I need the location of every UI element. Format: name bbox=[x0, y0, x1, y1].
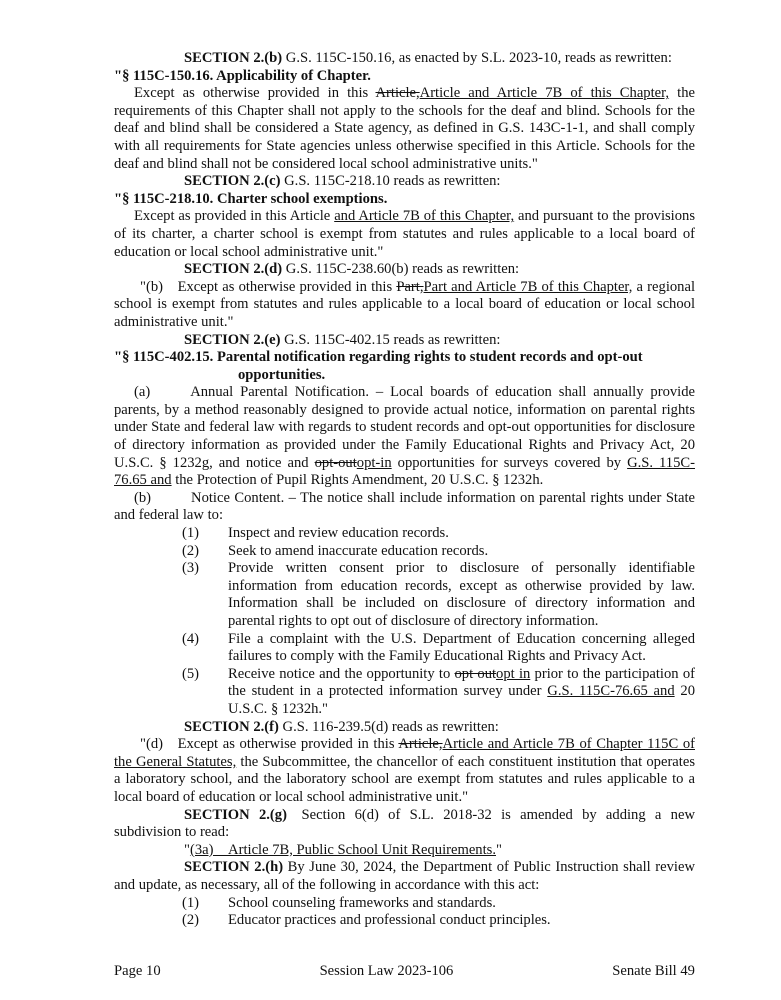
statute-text-218-10: Except as provided in this Article and Article 7B of this Chapter, and pursuant to the provisions of its charter, a charter school is exempt from statutes and rules applicable to a local board of education or local school administrative unit." bbox=[114, 208, 696, 260]
section-label: SECTION 2.(d) bbox=[184, 261, 283, 278]
statute-heading-150-16: "§ 115C-150.16. Applicability of Chapter. bbox=[114, 67, 371, 84]
list-item: (1) School counseling frameworks and standards. bbox=[182, 894, 496, 911]
section-2g-intro: SECTION 2.(g) Section 6(d) of S.L. 2018-32 is amended by adding a new subdivision to read: bbox=[114, 806, 695, 841]
inserted-text: G.S. 115C-76.65 and bbox=[547, 683, 675, 700]
statute-heading-218-10: "§ 115C-218.10. Charter school exemptions. bbox=[114, 190, 388, 207]
section-2h-intro: SECTION 2.(h) By June 30, 2024, the Department of Public Instruction shall review and update, as necessary, all of the following in accordance with this act: bbox=[114, 859, 696, 893]
list-item: (2) Educator practices and professional conduct principles. bbox=[182, 912, 551, 929]
list-item: (5) Receive notice and the opportunity to opt outopt in prior to the participation of the student in a protected information survey under G.S. 115C-76.65 and 20 U.S.C. § 1232h." bbox=[182, 665, 695, 717]
section-label: SECTION 2.(c) bbox=[184, 173, 281, 190]
subsection-b: (b) Notice Content. – The notice shall include information on parental rights under State and federal law to: bbox=[114, 489, 695, 524]
inserted-text: opt in bbox=[496, 665, 531, 682]
list-item: (2) Seek to amend inaccurate education records. bbox=[182, 542, 489, 559]
list-item: (3) Provide written consent prior to disclosure of personally identifiable information from education records, except as otherwise provided by law. Information shall be included on disclosure of directory information and parental rights to opt out of disclosure of directory information. bbox=[182, 560, 695, 629]
section-label: SECTION 2.(e) bbox=[184, 331, 281, 348]
section-label: SECTION 2.(h) bbox=[184, 859, 284, 876]
section-2b-intro: SECTION 2.(b) G.S. 115C-150.16, as enacted by S.L. 2023-10, reads as rewritten: bbox=[184, 50, 672, 66]
statute-text-150-16: Except as otherwise provided in this Article,Article and Article 7B of this Chapter, the requirements of this Chapter shall not apply to the schools for the deaf and blind. Schools for the deaf and blind shall be considered a State agency, as defined in G.S. 143C-1-1, and shall comply with all requirements for State agencies unless otherwise specified in this Article. Schools for the deaf and blind shall not be considered local school administrative units." bbox=[114, 85, 695, 172]
section-2d-intro: SECTION 2.(d) G.S. 115C-238.60(b) reads as rewritten: bbox=[184, 261, 520, 278]
list-item: (1) Inspect and review education records. bbox=[182, 525, 449, 542]
section-2e-intro: SECTION 2.(e) G.S. 115C-402.15 reads as rewritten: bbox=[184, 331, 501, 348]
statute-heading-402-15: "§ 115C-402.15. Parental notification regarding rights to student records and opt-out opportunities. bbox=[114, 349, 643, 383]
statute-text-239-5d: "(d) Except as otherwise provided in this Article,Article and Article 7B of Chapter 115C of the General Statutes, the Subcommittee, the chancellor of each constituent institution that operates a laboratory school, and the laboratory school are exempt from statutes and rules applicable to a local board of education or local school administrative unit." bbox=[114, 736, 695, 805]
statute-text-238-60b: "(b) Except as otherwise provided in this Part,Part and Article 7B of this Chapter, a regional school is exempt from statutes and rules applicable to a local board of education or local school administrative unit." bbox=[114, 278, 695, 330]
inserted-text: Article and Article 7B of Chapter 115C of the General Statutes, bbox=[114, 736, 695, 770]
section-label: SECTION 2.(g) bbox=[184, 806, 287, 823]
deleted-text: opt-out bbox=[314, 454, 357, 471]
bill-label: Senate Bill 49 bbox=[612, 963, 695, 979]
inserted-text: opt-in bbox=[356, 454, 392, 471]
section-label: SECTION 2.(b) bbox=[184, 50, 283, 66]
deleted-text: opt out bbox=[454, 665, 497, 682]
page-footer bbox=[114, 963, 695, 981]
inserted-text: (3a) Article 7B, Public School Unit Requirements. bbox=[189, 841, 496, 858]
inserted-text: Article and Article 7B of this Chapter, bbox=[419, 85, 670, 102]
page-number: Page 10 bbox=[114, 963, 161, 979]
deleted-text: Article, bbox=[398, 736, 443, 753]
new-subdivision-3a: "(3a) Article 7B, Public School Unit Requirements." bbox=[184, 841, 502, 858]
section-2f-intro: SECTION 2.(f) G.S. 116-239.5(d) reads as rewritten: bbox=[184, 718, 499, 735]
inserted-text: G.S. 115C-76.65 and bbox=[114, 454, 695, 489]
inserted-text: and Article 7B of this Chapter, bbox=[334, 208, 515, 225]
inserted-text: Part and Article 7B of this Chapter, bbox=[423, 278, 633, 295]
subsection-a: (a) Annual Parental Notification. – Local boards of education shall annually provide parents, by a method reasonably designed to provide actual notice, information on parental rights under State and federal law with regards to student records and opt-out opportunities for disclosure of directory information as provided under the Family Educational Rights and Privacy Act, 20 U.S.C. § 1232g, and notice and opt-outopt-in opportunities for surveys covered by G.S. 115C-76.65 and the Protection of Pupil Rights Amendment, 20 U.S.C. § 1232h. bbox=[114, 384, 695, 489]
section-label: SECTION 2.(f) bbox=[184, 718, 279, 735]
deleted-text: Part, bbox=[396, 278, 424, 295]
deleted-text: Article, bbox=[375, 85, 420, 102]
list-item: (4) File a complaint with the U.S. Department of Education concerning alleged failures to comply with the Family Educational Rights and Privacy Act. bbox=[182, 630, 695, 665]
session-law-label: Session Law 2023-106 bbox=[319, 963, 454, 979]
section-2c-intro: SECTION 2.(c) G.S. 115C-218.10 reads as rewritten: bbox=[184, 173, 501, 190]
